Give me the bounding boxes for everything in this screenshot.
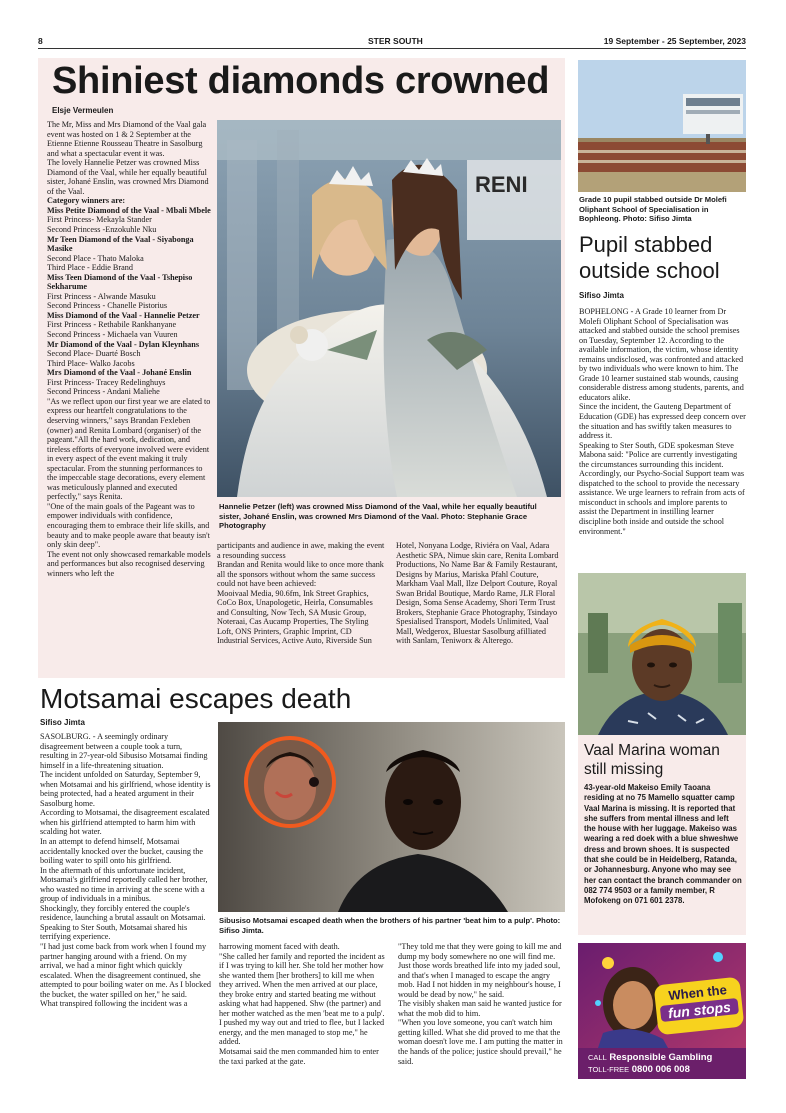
paragraph: Motsamai said the men commanded him to enter the taxi parked at the gate. <box>219 1047 379 1066</box>
paragraph: Miss Petite Diamond of the Vaal - Mbali Mbele <box>47 205 211 215</box>
badge-line-2: fun stops <box>660 998 739 1022</box>
call-text: Responsible Gambling <box>609 1052 713 1063</box>
paragraph: "I had just come back from work when I found my partner hanging around with a friend. On my arrival, we had a minor fight which quickly escalated. When the disagreement continued, she attempted to pour boiling water on me. As I blocked the bucket, the water spilled on her," he said. <box>40 942 211 999</box>
paragraph: According to Motsamai, the disagreement escalated when his girlfriend attempted to harm him with scalding hot water. <box>40 808 210 837</box>
missing-headline-line-1: Vaal Marina woman <box>584 742 720 759</box>
paragraph: "They told me that they were going to kill me and dump my body somewhere no one will find me. Just those words breathed life into my jaded soul, and that's when I managed to escape the angry mob. Had I not hidden in my neighbour's house, I would be dead by now," he said. <box>398 942 562 999</box>
tollfree-label: TOLL-FREE <box>588 1065 630 1074</box>
paragraph: First Princess - Rethabile Rankhanyane <box>47 320 177 330</box>
main-story-column-1 <box>47 120 212 672</box>
paragraph: Speaking to Ster South, GDE spokesman Steve Mabona said: "Police are currently investigating the circumstances surrounding this incident. Accordingly, our Psycho-Social Support team was dispatched to the school to provide the necessary assistance. We urge learners to refrain from acts of misconduct in schools and implore parents to assist the Department in instilling learner discipline both inside and outside the school environment." <box>579 440 745 536</box>
paragraph: Category winners are: <box>47 196 126 206</box>
paragraph: Hotel, Nonyana Lodge, Riviéra on Vaal, Adara Aesthetic SPA, Nimue skin care, Renita Lombard Productions, No Name Bar & Family Restaurant, Designs by Marius, Mariska Pfahl Couture, Markham Vaal Mall, Ilze Delport Couture, Royal Swan Bridal Boutique, Mardo Rame, JLR Floral Design, Soma Sense Academy, Shori Term Trust Brokers, Stephanie Grace Photography, Tsindayo Spesialised Transport, Models Unlimited, Vaal Mall, Wedgerox, Bluestar Sasolburg afilliated with Sanlam, Teniworx & Alterego. <box>396 541 559 646</box>
paragraph: participants and audience in awe, making the event a resounding success <box>217 541 385 560</box>
paragraph: What transpired following the incident was a <box>40 999 188 1009</box>
paragraph: Second Place - Thato Maloka <box>47 253 144 263</box>
paragraph: Speaking to Ster South, Motsamai shared his terrifying experience. <box>40 922 188 942</box>
paragraph: Second Princess - Michaela van Vuuren <box>47 330 178 340</box>
missing-headline <box>584 741 720 779</box>
missing-story-body: 43-year-old Makeiso Emily Taoana residing at no 75 Mamello squatter camp Vaal Marina is missing. It is reported that she suffers from mental illness and left the house with her luggage. Makeiso was wearing a red doek with a blue shweshwe dress and brown shoes. It is suspected that she could be in Heidelberg, Ratanda, or Johannesburg. Anyone who may see her can contact the branch commander on 082 774 9503 or a family member, R Mofokeng on 071 601 2378. <box>584 783 742 906</box>
paragraph: Brandan and Renita would like to once more thank all the sponsors without whom the same success could not have been achieved: <box>217 560 384 589</box>
fun-stops-badge <box>654 977 745 1036</box>
publication-name: STER SOUTH <box>368 36 423 46</box>
paragraph: BOPHELONG - A Grade 10 learner from Dr Molefi Oliphant School of Specialisation was attacked and stabbed outside the school premises on Tuesday, September 12. According to the available information, the victim, whose identity remains undisclosed, was confronted and attacked by two individuals who were known to him. The Grade 10 learner sustained stab wounds, causing considerable distress among students, parents, and educators alike. <box>579 307 744 402</box>
paragraph: The event not only showcased remarkable models and performances but also recognised deserving winners who left the <box>47 549 211 578</box>
badge-line-1: When the <box>667 982 728 1004</box>
paragraph: Third Place- Walko Jacobs <box>47 358 135 368</box>
paragraph: First Princess - Alwande Masuku <box>47 291 156 301</box>
paragraph: The incident unfolded on Saturday, September 9, when Motsamai and his girlfriend, whose identity is being protected, had a heated argument in their Sasolburg home. <box>40 770 211 808</box>
main-headline: Shiniest diamonds crowned <box>52 60 550 102</box>
tollfree-number: 0800 006 008 <box>631 1064 690 1075</box>
paragraph: First Princess- Tracey Redelinghuys <box>47 377 166 387</box>
paragraph: In an attempt to defend himself, Motsamai accidentally knocked over the bucket, causing the boiling water to spill onto his girlfriend. <box>40 837 204 866</box>
paragraph: SASOLBURG. - A seemingly ordinary disagreement between a couple took a turn, resulting in 27-year-old Sibusiso Motsamai finding himself in a life-threatening situation. <box>40 732 208 770</box>
motsamai-byline: Sifiso Jimta <box>40 718 85 727</box>
pageant-winners-photo <box>217 120 561 497</box>
motsamai-column-1 <box>40 732 212 1080</box>
page-number: 8 <box>38 36 43 46</box>
main-story-column-2 <box>217 541 385 673</box>
paragraph: Miss Diamond of the Vaal - Hannelie Petzer <box>47 310 200 320</box>
paragraph: The lovely Hannelie Petzer was crowned Miss Diamond of the Vaal, while her equally beautiful sister, Johané Enslin, was crowned Mrs Diamond of the Vaal. <box>47 158 209 196</box>
paragraph: Mr Diamond of the Vaal - Dylan Kleynhans <box>47 339 200 349</box>
paragraph: In the aftermath of this unfortunate incident, Motsamai's girlfriend reportedly called her brother, who wasted no time in arriving at the scene with a group of individuals in a minibus. <box>40 865 208 904</box>
paragraph: Second Place- Duarté Bosch <box>47 349 141 359</box>
header-rule <box>38 48 746 49</box>
main-byline: Elsje Vermeulen <box>52 106 114 115</box>
pupil-headline-line-1: Pupil stabbed <box>579 232 713 257</box>
call-prefix: CALL <box>588 1053 607 1062</box>
pupil-byline: Sifiso Jimta <box>579 291 624 300</box>
missing-woman-photo <box>578 573 746 735</box>
paragraph: Second Princess -Enzokuhle Nku <box>47 225 157 235</box>
paragraph: First Princess- Mekayla Stander <box>47 215 152 225</box>
paragraph: Second Princess - Andani Maliehe <box>47 387 160 397</box>
school-photo-caption: Grade 10 pupil stabbed outside Dr Molefi Oliphant School of Specialisation in Bophleong. Photo: Sifiso Jimta <box>579 195 727 224</box>
motsamai-column-2 <box>219 942 389 1080</box>
paragraph: The Mr, Miss and Mrs Diamond of the Vaal gala event was hosted on 1 & 2 September at the Etienne Etienne Rousseau Theatre in Sasolburg and what a spectacular event it was. <box>47 120 207 158</box>
motsamai-photo-caption: Sibusiso Motsamai escaped death when the brothers of his partner 'beat him to a pulp'. Photo: Sifiso Jimta. <box>219 916 561 935</box>
school-photo <box>578 60 746 192</box>
motsamai-column-3 <box>398 942 566 1080</box>
missing-headline-line-2: still missing <box>584 761 664 778</box>
paragraph: "As we reflect upon our first year we are elated to express our heartfelt congratulations to the deserving winners," says Brandan Fexleben (owner) and Renita Lombard (organiser) of the pageant."All the hard work, dedication, and tireless efforts of everyone involved were evident in every aspect of the event making it truly spectacular. From the stunning performances to the impeccable stage decorations, every element was meticulously planned and executed perfectly," says Renita. <box>47 396 211 502</box>
advert-call-strip <box>578 1048 746 1079</box>
paragraph: Mr Teen Diamond of the Vaal - Siyabonga Masike <box>47 234 194 254</box>
paragraph: Third Place - Eddie Brand <box>47 263 133 273</box>
main-story-column-3 <box>396 541 560 673</box>
pupil-headline <box>579 232 720 284</box>
paragraph: "One of the main goals of the Pageant was to empower individuals with confidence, encouraging them to embrace their life skills, and beauty and to make people aware that beauty isn't only skin deep". <box>47 501 210 550</box>
main-photo-caption: Hannelie Petzer (left) was crowned Miss Diamond of the Vaal, while her equally beautiful sister, Johané Enslin, was crowned Mrs Diamond of the Vaal. Photo: Stephanie Grace Photography <box>219 502 537 531</box>
backdrop-sign-text: RENI <box>475 172 528 197</box>
paragraph: Miss Teen Diamond of the Vaal - Tshepiso Sekharume <box>47 272 193 292</box>
paragraph: The visibly shaken man said he wanted justice for what the mob did to him. <box>398 999 562 1018</box>
paragraph: "When you love someone, you can't watch him getting killed. What she did proved to me that the woman doesn't love me. I am putting the matter in the hands of the police; justice should prevail," he said. <box>398 1018 563 1066</box>
paragraph: Mrs Diamond of the Vaal - Johané Enslin <box>47 368 192 378</box>
paragraph: Shockingly, they forcibly entered the couple's residence, launching a brutal assault on Motsamai. <box>40 903 206 923</box>
pupil-story-body <box>579 307 747 567</box>
paragraph: "She called her family and reported the incident as if I was trying to kill her. She told her mother how she wanted them [her brothers] to kill me when they arrived. When the men arrived at our place, they broke entry and started beating me without asking what had happened. Shw (the partner) and her mother watched as the men 'beat me to a pulp'. I pushed my way out and tried to flee, but I lacked energy, and the men managed to stop me," he added. <box>219 951 385 1047</box>
paragraph: Second Princess - Chanelle Pistorius <box>47 301 168 311</box>
motsamai-photo <box>218 722 565 912</box>
paragraph: harrowing moment faced with death. <box>219 942 340 951</box>
issue-date: 19 September - 25 September, 2023 <box>603 36 746 46</box>
motsamai-headline: Motsamai escapes death <box>40 683 352 714</box>
gambling-advert <box>578 943 746 1079</box>
pupil-headline-line-2: outside school <box>579 258 720 283</box>
paragraph: Since the incident, the Gauteng Department of Education (GDE) has expressed deep concern over the situation and has swiftly taken measures to address it. <box>579 402 746 441</box>
paragraph: Mooivaal Media, 90.6fm, Ink Street Graphics, CoCo Box, Unapologetic, Heirla, Consumables and Consulting, Now Tech, SA Music Group, Noteraai, Cas Aucamp Properties, The Styling Loft, ONS Printers, Graphic Imprint, CD Industrial Services, Active Auto, Riverside Sun <box>217 588 373 646</box>
